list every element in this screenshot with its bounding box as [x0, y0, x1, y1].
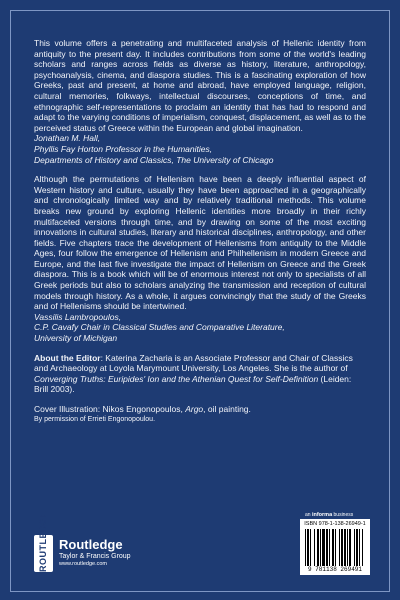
isbn-digits: 9 781138 269491	[307, 566, 362, 573]
cover-permission: By permission of Errieti Engonopoulou.	[34, 415, 156, 423]
about-editor-label: About the Editor	[34, 352, 101, 363]
endorsement-text-1: This volume offers a penetrating and multifaceted analysis of Hellenic identity from antiquity to the present day. It includes contributions from some of the world's leading scholars and ranges across fields as diverse as history, literature, anthropology, psychoanalysis, cinema, and diaspora studies. This is a fascinating exploration of how Greeks, past and present, at home and abroad, have employed language, religion, cultural memories, folkways, intellectual discourses, conceptions of time, and ethnographic self-representations to proclaim an identity that has had to respond and adapt to the varying conditions of imperialism, conquest, displacement, as well as to the perceived status of Greece within the European and global imagination.	[34, 38, 366, 133]
about-editor-text: : Katerina Zacharia is an Associate Professor and Chair of Classics and Archaeology at Loyola Marymount University, Los Angeles. She is the author of	[34, 352, 353, 374]
cover-illustration-credit	[34, 404, 366, 415]
endorser-affiliation-1: Departments of History and Classics, The University of Chicago	[34, 154, 274, 165]
endorser-name-1: Jonathan M. Hall,	[34, 133, 101, 144]
publisher-text	[59, 538, 131, 568]
endorsement-attribution-1	[34, 133, 366, 165]
endorsement-text-2: Although the permutations of Hellenism have been a deeply influential aspect of Western history and culture, usually they have been approached in a geographically and chronologically limited way and by relatively traditional methods. This volume breaks new ground by exploring Hellenic identities more broadly in their richly multifaceted versions through time, and by drawing on some of the most exciting innovations in cultural studies, literary and historical disciplines, anthropology, and other fields. Five chapters trace the development of Hellenisms from antiquity to the Middle Ages, four follow the emergence of Hellenism and Philhellenism in modern Greece and Europe, and the last five investigate the impact of Hellenism on Greece and the Greek diaspora. This is a book which will be of enormous interest not only to specialists of all Greek periods but also to scholars analyzing the transmission and reception of cultural models through history. As a whole, it argues convincingly that the study of the Greeks and of Hellenisms should be intertwined.	[34, 174, 366, 312]
informa-prefix: an	[305, 512, 312, 518]
publisher-name: Routledge	[59, 537, 123, 552]
endorser-title-2: C.P. Cavafy Chair in Classical Studies and Comparative Literature,	[34, 322, 285, 333]
publisher-group: Taylor & Francis Group	[59, 553, 131, 560]
informa-suffix: business	[332, 512, 354, 518]
cover-illustration-medium: , oil painting.	[203, 404, 251, 414]
endorsement-attribution-2	[34, 312, 366, 344]
barcode	[300, 519, 370, 575]
blurb-block	[34, 38, 366, 424]
informa-business-tag	[305, 512, 353, 518]
publisher-url: www.routledge.com	[59, 561, 107, 567]
routledge-logo-icon	[34, 510, 53, 572]
cover-illustration-text: Cover Illustration: Nikos Engonopoulos,	[34, 404, 186, 414]
isbn-label: ISBN 978-1-138-26949-1	[304, 521, 366, 527]
informa-brand: informa	[311, 512, 333, 518]
logo-text: ROUTLEDGE	[38, 510, 48, 572]
publisher-block	[34, 510, 131, 573]
cover-illustration-title: Argo	[185, 404, 204, 414]
about-editor	[34, 353, 366, 395]
endorser-title-1: Phyllis Fay Horton Professor in the Humanities,	[34, 143, 213, 154]
endorser-name-2: Vassilis Lambropoulos,	[34, 311, 122, 322]
about-editor-text-end: (Leiden: Brill 2003).	[34, 373, 352, 395]
endorser-affiliation-2: University of Michigan	[34, 333, 118, 344]
editor-book-title: Converging Truths: Euripides' Ion and the Athenian Quest for Self-Definition	[34, 373, 319, 384]
barcode-bars	[305, 529, 365, 566]
